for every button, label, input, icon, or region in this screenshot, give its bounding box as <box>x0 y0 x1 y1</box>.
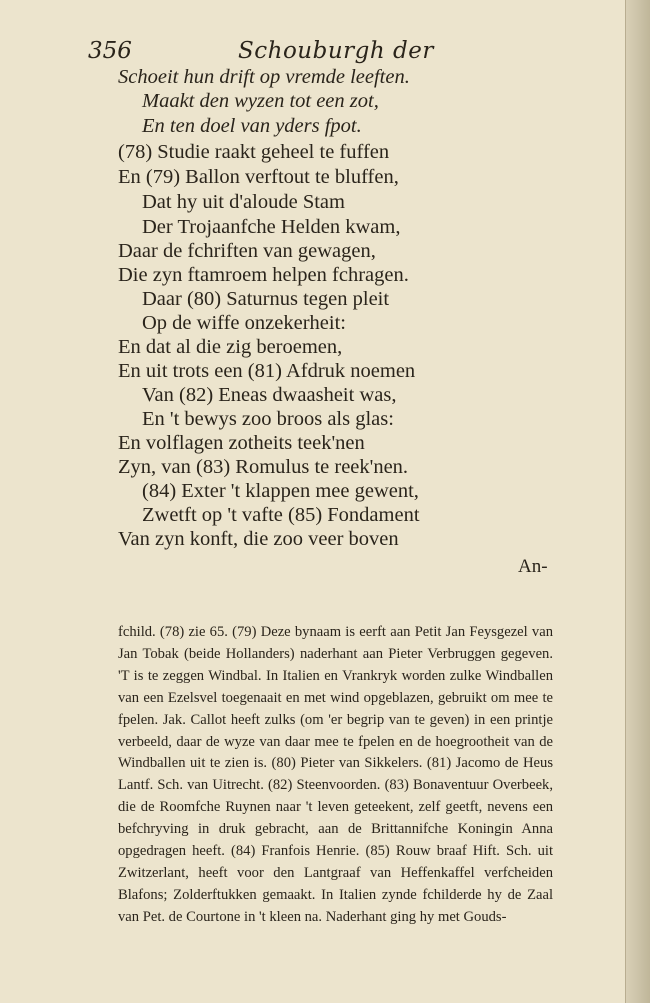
verse-line: (84) Exter 't klappen mee gewent, <box>142 480 419 502</box>
catchword: An- <box>518 556 548 577</box>
verse-line: Der Trojaanfche Helden kwam, <box>142 216 401 238</box>
verse-line: En (79) Ballon verftout te bluffen, <box>118 166 399 188</box>
verse-line: En uit trots een (81) Afdruk noemen <box>118 360 416 382</box>
running-title: Schouburgh der <box>238 38 434 64</box>
verse-line: Maakt den wyzen tot een zot, <box>142 90 379 112</box>
footnote-text: fchild. (78) zie 65. (79) Deze bynaam is eerft aan Petit Jan Feysgezel van Jan Tobak (beide Hollanders) naderhant aan Pieter Verbruggen gegeven. 'T is te zeggen Windbal. In Italien en Vrankryk worden zulke Windballen van een Ezelsvel toegenaait en met wind opgeblazen, gebruikt om mee te fpelen. Jak. Callot heeft zulks (om 'er begrip van te geven) in een printje verbeeld, daar de wyze van daar mee te fpelen en de hoegrootheit van de Windballen uit te zien is. (80) Pieter van Sikkelers. (81) Jacomo de Heus Lantf. Sch. van Uitrecht. (82) Steenvoorden. (83) Bonaventuur Overbeek, die de Roomfche Ruynen naar 't leven geteekent, zelf geetft, nevens een befchryving in druk gebracht, aan de Brittannifche Koningin Anna opgedragen heeft. (84) Franfois Henrie. (85) Rouw braaf Hift. Sch. uit Zwitzerlant, heeft voor den Lantgraaf van Heffenkaffel verfcheiden Blafons; Zolderftukken gemaakt. In Italien zynde fchilderde hy de Zaal van Pet. de Courtone in 't kleen na. Naderhant ging hy met Gouds- <box>118 624 553 925</box>
verse-line: En ten doel van yders fpot. <box>142 115 362 137</box>
verse-line: (78) Studie raakt geheel te fuffen <box>118 141 390 163</box>
verse-line: Zwetft op 't vafte (85) Fondament <box>142 504 420 526</box>
verse-line: Die zyn ftamroem helpen fchragen. <box>118 264 409 286</box>
verse-line: Van zyn konft, die zoo veer boven <box>118 528 399 550</box>
verse-line: En 't bewys zoo broos als glas: <box>142 408 394 430</box>
verse-line: Dat hy uit d'aloude Stam <box>142 191 345 213</box>
verse-line: Zyn, van (83) Romulus te reek'nen. <box>118 456 409 478</box>
verse-line: En volflagen zotheits teek'nen <box>118 432 365 454</box>
verse-line: Daar de fchriften van gewagen, <box>118 240 376 262</box>
verse-line: Van (82) Eneas dwaasheit was, <box>142 384 397 406</box>
page-number: 356 <box>88 38 132 64</box>
verse-line: Daar (80) Saturnus tegen pleit <box>142 288 390 310</box>
page-edge <box>625 0 650 1003</box>
verse-line: En dat al die zig beroemen, <box>118 336 343 358</box>
footnotes <box>118 622 553 929</box>
verse-line: Op de wiffe onzekerheit: <box>142 312 346 334</box>
verse-line: Schoeit hun drift op vremde leeften. <box>118 66 410 88</box>
